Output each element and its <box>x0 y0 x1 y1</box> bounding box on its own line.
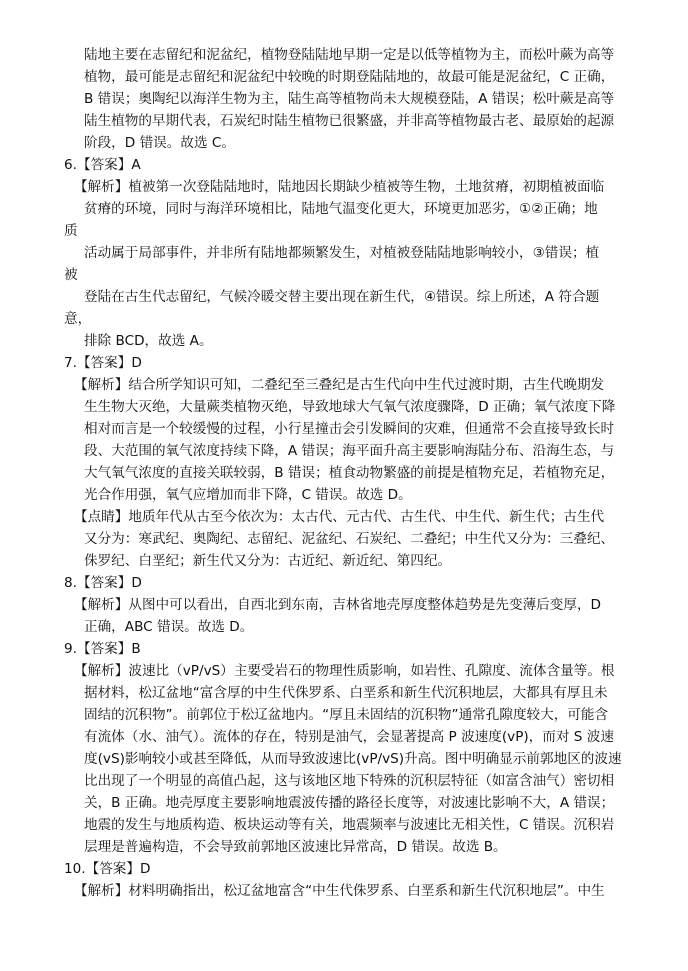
text-line: 贫瘠的环境，同时与海洋环境相比，陆地气温变化更大，环境更加恶劣，①②正确；地 <box>84 201 598 217</box>
text-line: 又分为：寒武纪、奥陶纪、志留纪、泥盆纪、石炭纪、二叠纪；中生代又分为：三叠纪、 <box>84 531 615 547</box>
answer-heading: 7.【答案】D <box>64 355 142 371</box>
text-line: 陆生植物的早期代表，石炭纪时陆生植物已很繁盛，并非高等植物最古老、最原始的起源 <box>84 113 615 129</box>
text-line: 层理是普遍构造，不会导致前郭地区波速比异常高，D 错误。故选 B。 <box>84 839 507 855</box>
text-line: 光合作用强，氧气应增加而非下降，C 错误。故选 D。 <box>84 487 412 503</box>
text-line: 【解析】波速比（vP/vS）主要受岩石的物理性质影响，如岩性、孔隙度、流体含量等。根 <box>74 663 615 679</box>
text-line: 侏罗纪、白垩纪；新生代又分为：古近纪、新近纪、第四纪。 <box>84 553 452 569</box>
text-line: 登陆在古生代志留纪，气候冷暖交替主要出现在新生代，④错误。综上所述，A 符合题 <box>84 289 600 305</box>
text-line: 比出现了一个明显的高值凸起，这与该地区地下特殊的沉积层特征（如富含油气）密切相 <box>84 773 615 789</box>
answer-heading: 8.【答案】D <box>64 575 142 591</box>
text-line: 【解析】结合所学知识可知，二叠纪至三叠纪是古生代向中生代过渡时期，古生代晚期发 <box>74 377 605 393</box>
text-line: 阶段，D 错误。故选 C。 <box>84 135 235 151</box>
text-line: 生生物大灭绝，大量蕨类植物灭绝，导致地球大气氧气浓度骤降，D 正确；氧气浓度下降 <box>84 399 616 415</box>
text-line: 关，B 正确。地壳厚度主要影响地震波传播的路径长度等，对波速比影响不大，A 错误； <box>84 795 615 811</box>
answer-heading: 10.【答案】D <box>64 861 151 877</box>
text-line: 大气氧气浓度的直接关联较弱，B 错误；植食动物繁盛的前提是植物充足，若植物充足， <box>84 465 615 481</box>
text-line: 【点睛】地质年代从古至今依次为：太古代、元古代、古生代、中生代、新生代；古生代 <box>74 509 605 525</box>
text-line: 陆地主要在志留纪和泥盆纪，植物登陆陆地早期一定是以低等植物为主，而松叶蕨为高等 <box>84 47 615 63</box>
text-line: 被 <box>64 267 78 283</box>
answer-heading: 9.【答案】B <box>64 641 141 657</box>
text-line: 固结的沉积物”。前郭位于松辽盆地内。“厚且未固结的沉积物”通常孔隙度较大，可能含 <box>84 707 609 723</box>
text-line: 有流体（水、油气）。流体的存在，特别是油气，会显著提高 P 波速度(vP)，而对 S 波速 <box>84 729 614 745</box>
text-line: 段、大范围的氧气浓度持续下降，A 错误；海平面升高主要影响海陆分布、沿海生态，与 <box>84 443 615 459</box>
answer-heading: 6.【答案】A <box>64 157 141 173</box>
text-line: 度(vS)影响较小或甚至降低，从而导致波速比(vP/vS)升高。图中明确显示前郭地区的波速 <box>84 751 622 767</box>
text-line: 相对而言是一个较缓慢的过程，小行星撞击会引发瞬间的灾难，但通常不会直接导致长时 <box>84 421 615 437</box>
text-line: 【解析】从图中可以看出，自西北到东南，吉林省地壳厚度整体趋势是先变薄后变厚，D <box>74 597 602 613</box>
text-line: 【解析】植被第一次登陆陆地时，陆地因长期缺少植被等生物，土地贫瘠，初期植被面临 <box>74 179 605 195</box>
text-line: 植物，最可能是志留纪和泥盆纪中较晚的时期登陆陆地的，故最可能是泥盆纪，C 正确， <box>84 69 615 85</box>
text-line: 排除 BCD，故选 A。 <box>84 333 213 349</box>
text-line: 意， <box>64 311 92 327</box>
text-line: 据材料，松辽盆地“富含厚的中生代侏罗系、白垩系和新生代沉积地层，大都具有厚且未 <box>84 685 608 701</box>
text-line: 活动属于局部事件，并非所有陆地都频繁发生，对植被登陆陆地影响较小，③错误；植 <box>84 245 600 261</box>
text-line: 正确，ABC 错误。故选 D。 <box>84 619 254 635</box>
text-line: 地震的发生与地质构造、板块运动等有关，地震频率与波速比无相关性，C 错误。沉积岩 <box>84 817 615 833</box>
text-line: B 错误；奥陶纪以海洋生物为主，陆生高等植物尚未大规模登陆，A 错误；松叶蕨是高等 <box>84 91 615 107</box>
text-line: 质 <box>64 223 78 239</box>
text-line: 【解析】材料明确指出，松辽盆地富含“中生代侏罗系、白垩系和新生代沉积地层”。中生 <box>74 883 605 899</box>
